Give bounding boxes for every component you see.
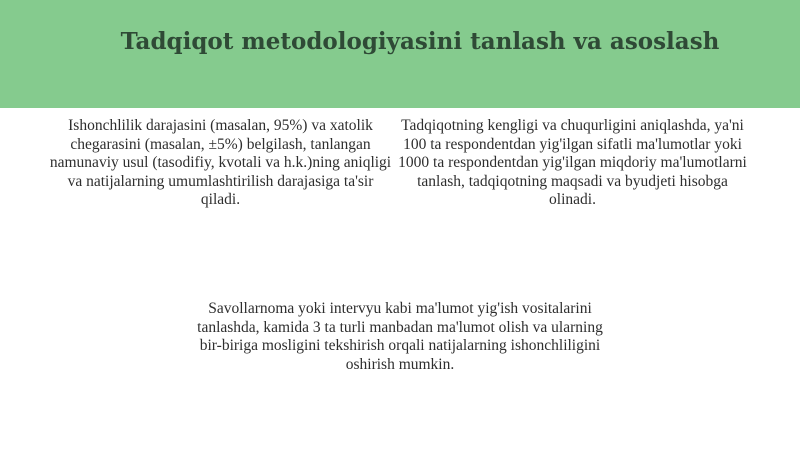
bottom-text-block: Savollarnoma yoki intervyu kabi ma'lumot yig'ish vositalarini tanlashda, kamida 3 ta turli manbadan ma'lumot olish va ularning bir-biriga mosligini tekshirish orqali natijalarning ishonchliligini oshirish mumkin. xyxy=(197,300,603,373)
left-text-block: Ishonchlilik darajasini (masalan, 95%) va xatolik chegarasini (masalan, ±5%) belgilash, tanlangan namunaviy usul (tasodifiy, kvotali va h.k.)ning aniqligi va natijalarning umumlashtirilish darajasiga ta'sir qiladi. xyxy=(49,117,392,208)
right-text-block: Tadqiqotning kengligi va chuqurligini aniqlashda, ya'ni 100 ta respondentdan yig'ilgan sifatli ma'lumotlar yoki 1000 ta respondentdan yig'ilgan miqdoriy ma'lumotlarni tanlash, tadqiqotning maqsadi va byudjeti hisobga olinadi. xyxy=(398,117,747,208)
slide-title: Tadqiqot metodologiyasini tanlash va asoslash xyxy=(120,28,720,55)
